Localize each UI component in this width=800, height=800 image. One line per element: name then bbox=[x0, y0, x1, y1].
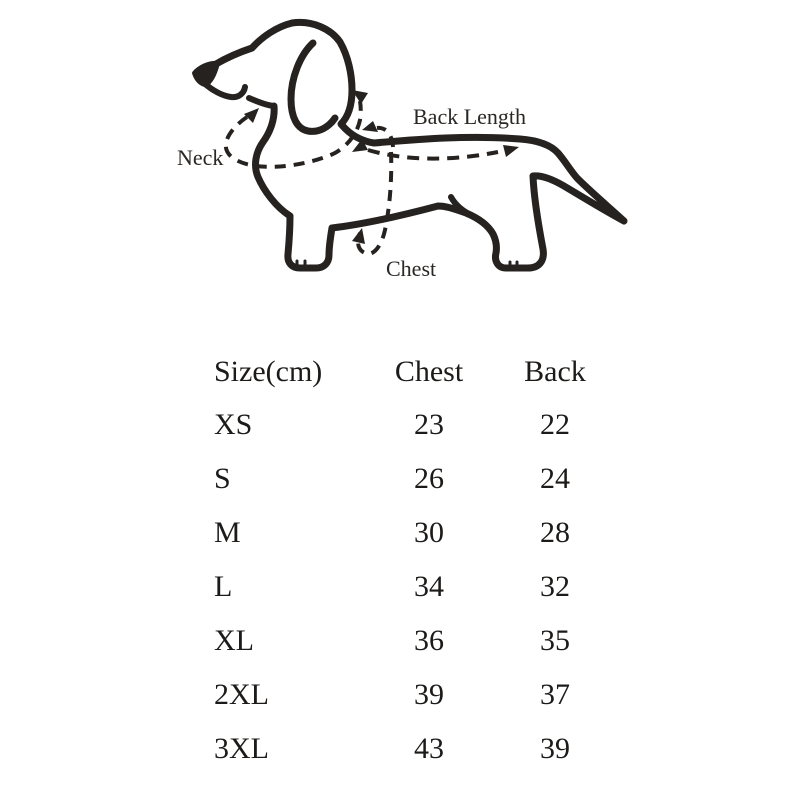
neck-arrowhead-front bbox=[244, 108, 259, 123]
header-size: Size(cm) bbox=[214, 355, 323, 388]
cell-chest: 30 bbox=[414, 516, 444, 549]
header-back: Back bbox=[524, 355, 586, 388]
cell-size: 2XL bbox=[214, 678, 269, 711]
header-chest: Chest bbox=[394, 355, 464, 388]
size-table bbox=[214, 346, 618, 776]
back-length-measure-dashed-line bbox=[368, 150, 498, 159]
dog-ear-path bbox=[291, 43, 335, 131]
cell-chest: 43 bbox=[414, 732, 444, 765]
cell-chest: 23 bbox=[414, 408, 444, 441]
dog-measurement-diagram bbox=[0, 0, 800, 330]
cell-back: 39 bbox=[540, 732, 570, 765]
dog-outline bbox=[204, 22, 624, 268]
cell-back: 35 bbox=[540, 624, 570, 657]
table-row-s bbox=[214, 452, 618, 506]
table-row-3xl bbox=[214, 722, 618, 776]
cell-back: 28 bbox=[540, 516, 570, 549]
table-row-l bbox=[214, 560, 618, 614]
cell-size: M bbox=[214, 516, 241, 549]
dog-body-path bbox=[216, 22, 624, 268]
cell-size: XS bbox=[214, 408, 253, 441]
dog-jaw-mouth-path bbox=[204, 83, 273, 106]
neck-label: Neck bbox=[177, 145, 224, 170]
back-length-label: Back Length bbox=[413, 104, 527, 129]
cell-chest: 34 bbox=[414, 570, 444, 603]
cell-back: 22 bbox=[540, 408, 570, 441]
cell-back: 37 bbox=[540, 678, 570, 711]
chest-arrowhead-bottom bbox=[352, 228, 365, 244]
cell-size: S bbox=[214, 462, 231, 495]
table-row-m bbox=[214, 506, 618, 560]
chest-arrowhead-top bbox=[362, 121, 378, 132]
cell-chest: 26 bbox=[414, 462, 444, 495]
chest-label: Chest bbox=[386, 256, 437, 281]
cell-size: 3XL bbox=[214, 732, 269, 765]
cell-size: L bbox=[214, 570, 233, 603]
table-row-2xl bbox=[214, 668, 618, 722]
cell-size: XL bbox=[214, 624, 254, 657]
cell-chest: 36 bbox=[414, 624, 444, 657]
cell-back: 24 bbox=[540, 462, 570, 495]
dog-hind-thigh-path bbox=[451, 197, 473, 216]
cell-chest: 39 bbox=[414, 678, 444, 711]
dog-nose bbox=[194, 63, 218, 85]
table-row-xl bbox=[214, 614, 618, 668]
table-row-xs bbox=[214, 398, 618, 452]
size-table-header-row bbox=[214, 346, 618, 398]
back-length-arrowhead-right bbox=[503, 145, 519, 157]
cell-back: 32 bbox=[540, 570, 570, 603]
